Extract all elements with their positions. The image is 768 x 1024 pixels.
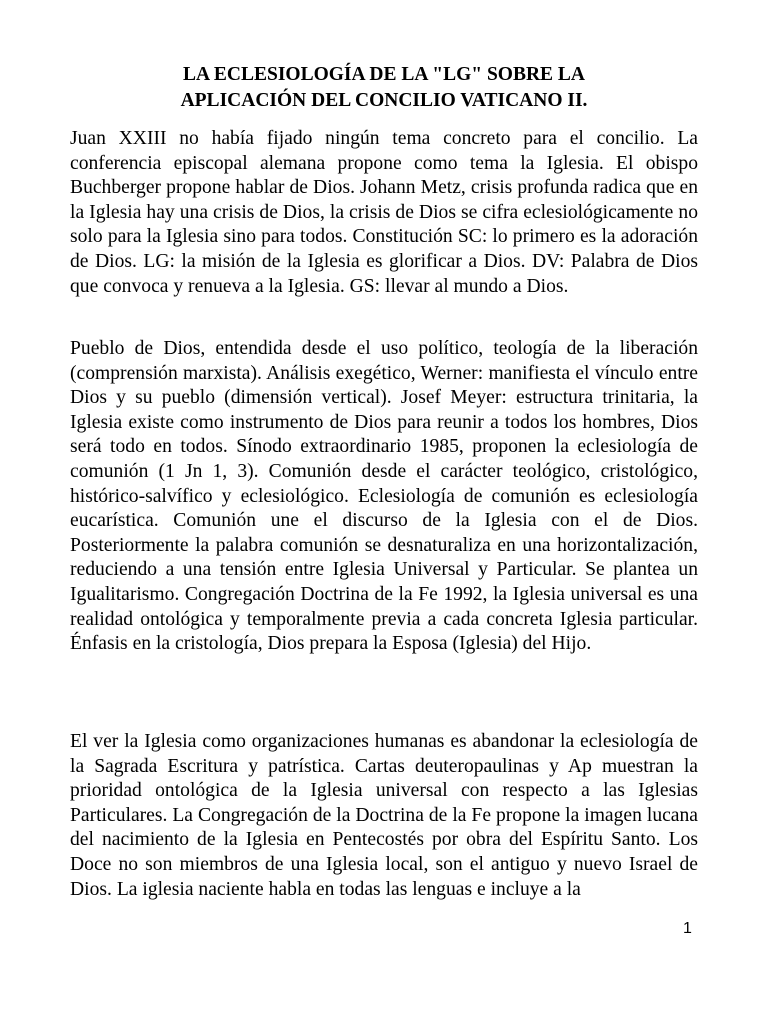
paragraph-3: El ver la Iglesia como organizaciones humanas es abandonar la eclesiología de la Sagrada Escritura y patrística. Cartas deuteropaulinas y Ap muestran la prioridad ontológica de la Iglesia universal con respecto a las Iglesias Particulares. La Congregación de la Doctrina de la Fe propone la imagen lucana del nacimiento de la Iglesia en Pentecostés por obra del Espíritu Santo. Los Doce no son miembros de una Iglesia local, son el antiguo y nuevo Israel de Dios. La iglesia naciente habla en todas las lenguas e incluye a la xyxy=(70,731,698,900)
paragraph-1: Juan XXIII no había fijado ningún tema concreto para el concilio. La conferencia episcopal alemana propone como tema la Iglesia. El obispo Buchberger propone hablar de Dios. Johann Metz, crisis profunda radica que en la Iglesia hay una crisis de Dios, la crisis de Dios se cifra eclesiológicamente no solo para la Iglesia sino para todos. Constitución SC: lo primero es la adoración de Dios. LG: la misión de la Iglesia es glorificar a Dios. DV: Palabra de Dios que convoca y renueva a la Iglesia. GS: llevar al mundo a Dios. xyxy=(70,128,698,297)
paragraph-2: Pueblo de Dios, entendida desde el uso político, teología de la liberación (comprensión marxista). Análisis exegético, Werner: manifiesta el vínculo entre Dios y su pueblo (dimensión vertical). Josef Meyer: estructura trinitaria, la Iglesia existe como instrumento de Dios para reunir a todos los hombres, Dios será todo en todos. Sínodo extraordinario 1985, proponen la eclesiología de comunión (1 Jn 1, 3). Comunión desde el carácter teológico, cristológico, histórico-salvífico y eclesiológico. Eclesiología de comunión es eclesiología eucarística. Comunión une el discurso de la Iglesia con el de Dios. Posteriormente la palabra comunión se desnaturaliza en una horizontalización, reduciendo a una tensión entre Iglesia Universal y Particular. Se plantea un Igualitarismo. Congregación Doctrina de la Fe 1992, la Iglesia universal es una realidad ontológica y temporalmente previa a cada concreta Iglesia particular. Énfasis en la cristología, Dios prepara la Esposa (Iglesia) del Hijo. xyxy=(70,338,698,655)
document-title xyxy=(70,62,698,114)
title-line-2: APLICACIÓN DEL CONCILIO VATICANO II. xyxy=(180,90,588,111)
title-line-1: LA ECLESIOLOGÍA DE LA "LG" SOBRE LA xyxy=(182,64,586,85)
page-number: 1 xyxy=(683,920,692,937)
